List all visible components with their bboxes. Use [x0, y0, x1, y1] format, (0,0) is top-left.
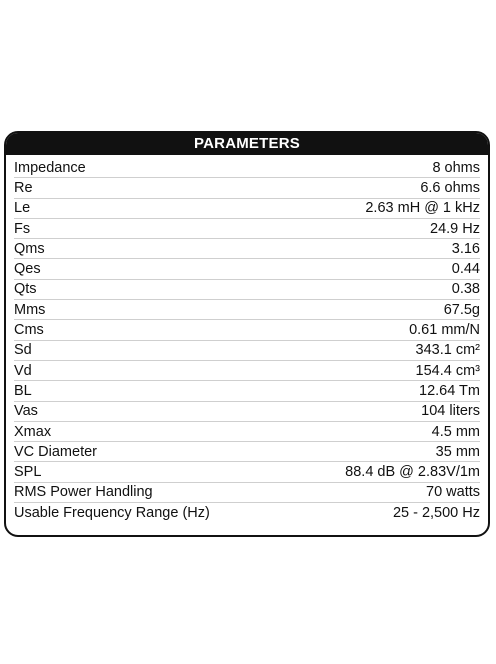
table-row	[14, 381, 480, 401]
row-value: 6.6 ohms	[420, 179, 480, 196]
row-value: 8 ohms	[432, 159, 480, 176]
table-body	[6, 155, 488, 523]
row-value: 24.9 Hz	[430, 220, 480, 237]
row-value: 35 mm	[435, 443, 480, 460]
row-value: 0.38	[451, 281, 480, 298]
row-value: 154.4 cm³	[415, 362, 480, 379]
table-row	[14, 503, 480, 523]
table-row	[14, 483, 480, 503]
row-label: Usable Frequency Range (Hz)	[14, 505, 210, 522]
table-row	[14, 462, 480, 482]
row-value: 88.4 dB @ 2.83V/1m	[345, 464, 480, 481]
table-row	[14, 341, 480, 361]
table-row	[14, 280, 480, 300]
row-label: Qes	[14, 261, 41, 278]
row-label: Vd	[14, 362, 32, 379]
row-value: 104 liters	[421, 403, 480, 420]
table-row	[14, 402, 480, 422]
row-label: BL	[14, 382, 32, 399]
row-label: SPL	[14, 464, 42, 481]
row-value: 0.61 mm/N	[409, 322, 480, 339]
table-row	[14, 158, 480, 178]
row-value: 4.5 mm	[431, 423, 480, 440]
table-row	[14, 259, 480, 279]
row-label: Fs	[14, 220, 31, 237]
row-value: 0.44	[451, 261, 480, 278]
table-row	[14, 320, 480, 340]
row-label: Vas	[14, 403, 38, 420]
row-value: 3.16	[451, 240, 480, 257]
table-row	[14, 219, 480, 239]
row-label: Qts	[14, 281, 37, 298]
table-row	[14, 239, 480, 259]
table-row	[14, 361, 480, 381]
row-label: VC Diameter	[14, 443, 97, 460]
table-title: PARAMETERS	[6, 133, 488, 155]
row-value: 25 - 2,500 Hz	[392, 505, 480, 522]
row-value: 2.63 mH @ 1 kHz	[365, 200, 480, 217]
table-row	[14, 442, 480, 462]
table-row	[14, 199, 480, 219]
row-label: Le	[14, 200, 31, 217]
table-row	[14, 178, 480, 198]
row-label: Qms	[14, 240, 45, 257]
row-label: RMS Power Handling	[14, 484, 153, 501]
row-value: 343.1 cm²	[415, 342, 480, 359]
table-row	[14, 422, 480, 442]
table-row	[14, 300, 480, 320]
row-label: Sd	[14, 342, 32, 359]
row-value: 70 watts	[426, 484, 480, 501]
row-label: Cms	[14, 322, 44, 339]
row-label: Impedance	[14, 159, 86, 176]
parameters-table	[4, 131, 490, 537]
row-value: 12.64 Tm	[419, 382, 480, 399]
row-value: 67.5g	[443, 301, 480, 318]
row-label: Re	[14, 179, 33, 196]
row-label: Mms	[14, 301, 46, 318]
row-label: Xmax	[14, 423, 52, 440]
